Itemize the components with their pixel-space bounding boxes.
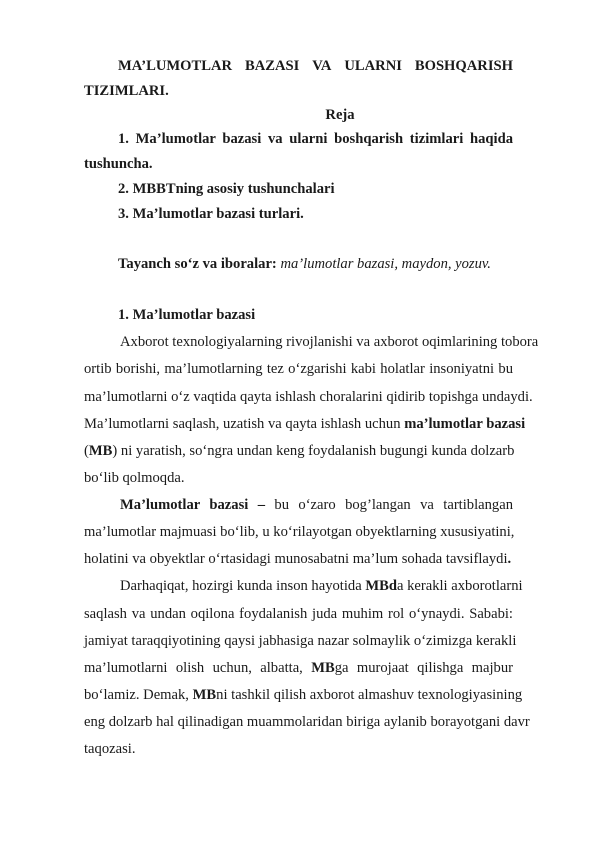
text-span: ga murojaat qilishga majbur <box>334 660 514 676</box>
paragraph-line: jamiyat taraqqiyotining qaysi jabhasiga nazar solmaylik o‘zimizga kerakli <box>84 633 517 649</box>
paragraph-line: eng dolzarb hal qilinadigan muammolaridan biriga aylanib borayotgani davr <box>84 714 530 730</box>
title-word: ULARNI <box>344 58 402 74</box>
title-word: BOSHQARISH <box>414 58 513 74</box>
plan-item-1-line-1: 1. Ma’lumotlar bazasi va ularni boshqarish tizimlari haqida <box>118 131 513 147</box>
paragraph-line <box>84 551 511 568</box>
text-span: a kerakli axborotlarni <box>396 578 523 594</box>
plan-item-2: 2. MBBTning asosiy tushunchalari <box>118 181 335 197</box>
text-span-bold: MB <box>192 687 217 703</box>
text-span: bo‘lamiz. Demak, <box>84 687 189 703</box>
title-line-1 <box>118 58 513 75</box>
text-span-bold: MB <box>88 443 113 459</box>
paragraph-line <box>84 416 526 433</box>
paragraph-line <box>120 497 513 514</box>
text-span: ma’lumotlarni olish uchun, albatta, <box>84 660 303 676</box>
text-span: ( <box>84 443 89 459</box>
paragraph-line: Axborot texnologiyalarning rivojlanishi va axborot oqimlarining tobora <box>120 334 539 350</box>
keywords-value: ma’lumotlar bazasi, maydon, yozuv. <box>280 256 491 272</box>
paragraph-line: ortib borishi, ma’lumotlarning tez o‘zgarishi kabi holatlar insoniyatni bu <box>84 361 513 377</box>
keywords-label: Tayanch so‘z va iboralar: <box>118 256 277 272</box>
text-span: Ma’lumotlarni saqlash, uzatish va qayta ishlash uchun <box>84 416 401 432</box>
text-span: ) ni yaratish, so‘ngra undan keng foydalanish bugungi kunda dolzarb <box>112 443 515 459</box>
title-word: MA’LUMOTLAR <box>118 58 233 74</box>
text-span-bold: . <box>507 551 512 567</box>
text-span: bu o‘zaro bog’langan va tartiblangan <box>274 497 513 513</box>
paragraph-line: ma’lumotlar majmuasi bo‘lib, u ko‘rilayotgan obyektlarning xususiyatini, <box>84 524 515 540</box>
definition-term: Ma’lumotlar bazasi – <box>120 497 265 513</box>
title-word: VA <box>312 58 332 74</box>
text-span: holatini va obyektlar o‘rtasidagi munosabatni ma’lum sohada tavsiflaydi <box>84 551 508 567</box>
plan-item-1-line-2: tushuncha. <box>84 156 153 172</box>
paragraph-line <box>84 660 513 677</box>
title-word: BAZASI <box>244 58 300 74</box>
paragraph-line <box>120 578 523 595</box>
section-heading: 1. Ma’lumotlar bazasi <box>118 307 256 323</box>
text-span: ni tashkil qilish axborot almashuv texnologiyasining <box>216 687 523 703</box>
text-span-bold: MBd <box>365 578 397 594</box>
title-line-2: TIZIMLARI. <box>84 83 169 99</box>
paragraph-line <box>84 443 513 460</box>
text-span-bold: ma’lumotlar bazasi <box>404 416 526 432</box>
keywords <box>118 256 491 273</box>
paragraph-line <box>84 687 523 704</box>
text-span-bold: MB <box>311 660 335 676</box>
paragraph-line: ma’lumotlarni o‘z vaqtida qayta ishlash choralarini qidirib topishga undaydi. <box>84 389 533 405</box>
paragraph-line: bo‘lib qolmoqda. <box>84 470 185 486</box>
paragraph-line: taqozasi. <box>84 741 136 757</box>
text-span: Darhaqiqat, hozirgi kunda inson hayotida <box>120 578 362 594</box>
paragraph-line: saqlash va undan oqilona foydalanish juda muhim rol o‘ynaydi. Sababi: <box>84 606 513 622</box>
plan-item-3: 3. Ma’lumotlar bazasi turlari. <box>118 206 304 222</box>
plan-heading: Reja <box>325 107 355 123</box>
